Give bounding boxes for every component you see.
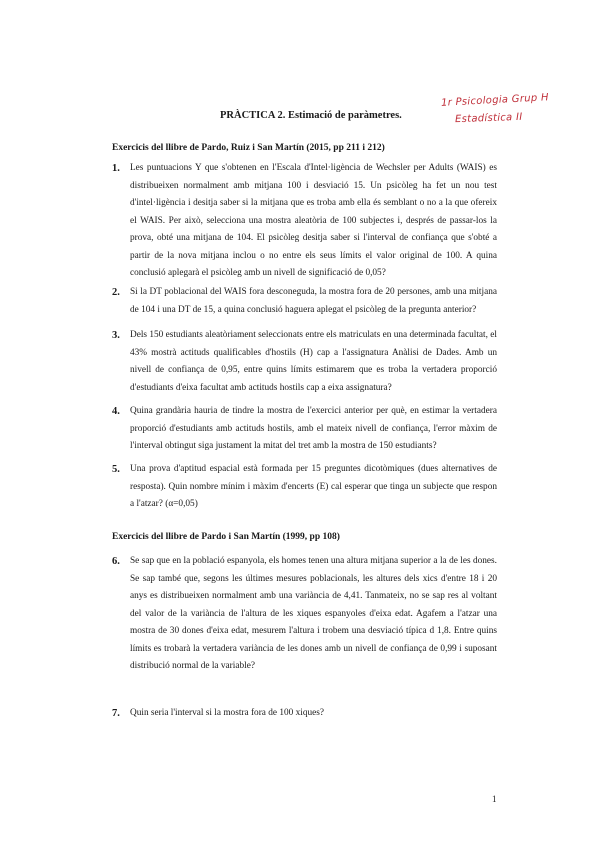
question-6 <box>112 553 497 676</box>
question-text: Si la DT poblacional del WAIS fora desconeguda, la mostra fora de 20 persones, amb una mitjana de 104 i una DT de 15, a quina conclusió haguera aplegat el psicòleg de la pregunta anterior? <box>130 287 497 315</box>
question-7 <box>112 705 497 723</box>
question-3 <box>112 327 497 397</box>
question-text: Quina grandària hauria de tindre la mostra de l'exercici anterior per què, en estimar la vertadera proporció d'estudiants amb actituds hostils, amb el mateix nivell de confiança, l'error màxim de l'interval obtingut siga justament la mitat del tret amb la mostra de 150 estudiants? <box>130 406 497 451</box>
question-number: 1. <box>112 163 120 174</box>
question-text: Quin seria l'interval si la mostra fora de 100 xiques? <box>130 708 325 718</box>
question-number: 6. <box>112 556 120 567</box>
question-text: Una prova d'aptitud espacial està formada per 15 preguntes dicotòmiques (dues alternatives de resposta). Quin nombre mínim i màxim d'encerts (E) cal esperar que tinga un subjecte que respon a l'atzar? (α=0,05) <box>130 464 497 509</box>
page-number: 1 <box>492 794 497 804</box>
question-number: 4. <box>112 406 120 417</box>
question-text: Dels 150 estudiants aleatòriament seleccionats entre els matriculats en una determinada facultat, el 43% mostrà actituds qualificables d'hostils (H) cap a l'assignatura Anàlisi de Dades. Amb un nivell de confiança de 0,95, entre quins límits estimarem que es troba la vertadera proporció d'estudiants d'eixa facultat amb actituds hostils cap a eixa assignatura? <box>130 330 497 393</box>
question-text: Les puntuacions Y que s'obtenen en l'Escala d'Intel·ligència de Wechsler per Adults (WAIS) es distribueixen normalment amb mitjana 100 i desviació 15. Un psicòleg ha fet un nou test d'intel·ligència i desitja saber si la mitjana que es troba amb ella és semblant o no a la que ofereix el WAIS. Per això, selecciona una mostra aleatòria de 100 subjectes i, després de passar-los la prova, obté una mitjana de 104. El psicòleg desitja saber si l'interval de confiança que s'obté a partir de la nova mitjana inclou o no entre els seus límits el valor original de 100. A quina conclusió aplegarà el psicòleg amb un nivell de significació de 0,05? <box>130 163 497 278</box>
handwritten-subject-note: Estadística II <box>454 111 523 126</box>
question-text: Se sap que en la població espanyola, els homes tenen una altura mitjana superior a la de les dones. Se sap també que, segons les últimes mesures poblacionals, les altures dels xics d'entre 18 i 20 anys es distribueixen normalment amb una variància de 4,41. Tanmateix, no se sap res al voltant del valor de la variància de l'altura de les xiques espanyoles d'eixa edat. Agafem a l'atzar una mostra de 30 dones d'eixa edat, mesurem l'altura i trobem una desviació típica d 1,8. Entre quins límits es trobarà la vertadera variància de les dones amb un nivell de confiança de 0,99 i suposant distribució normal de la variable? <box>130 556 497 671</box>
question-number: 5. <box>112 464 120 475</box>
section-heading-1: Exercicis del llibre de Pardo, Ruiz i San Martín (2015, pp 211 i 212) <box>112 143 385 153</box>
section-heading-2: Exercicis del llibre de Pardo i San Martín (1999, pp 108) <box>112 532 340 542</box>
question-number: 7. <box>112 708 120 719</box>
question-number: 3. <box>112 330 120 341</box>
page-title: PRÀCTICA 2. Estimació de paràmetres. <box>220 110 402 121</box>
question-4 <box>112 403 497 456</box>
question-5 <box>112 461 497 514</box>
handwritten-course-note: 1r Psicologia Grup H <box>440 92 550 109</box>
question-number: 2. <box>112 287 120 298</box>
question-2 <box>112 284 497 319</box>
question-1 <box>112 160 497 283</box>
